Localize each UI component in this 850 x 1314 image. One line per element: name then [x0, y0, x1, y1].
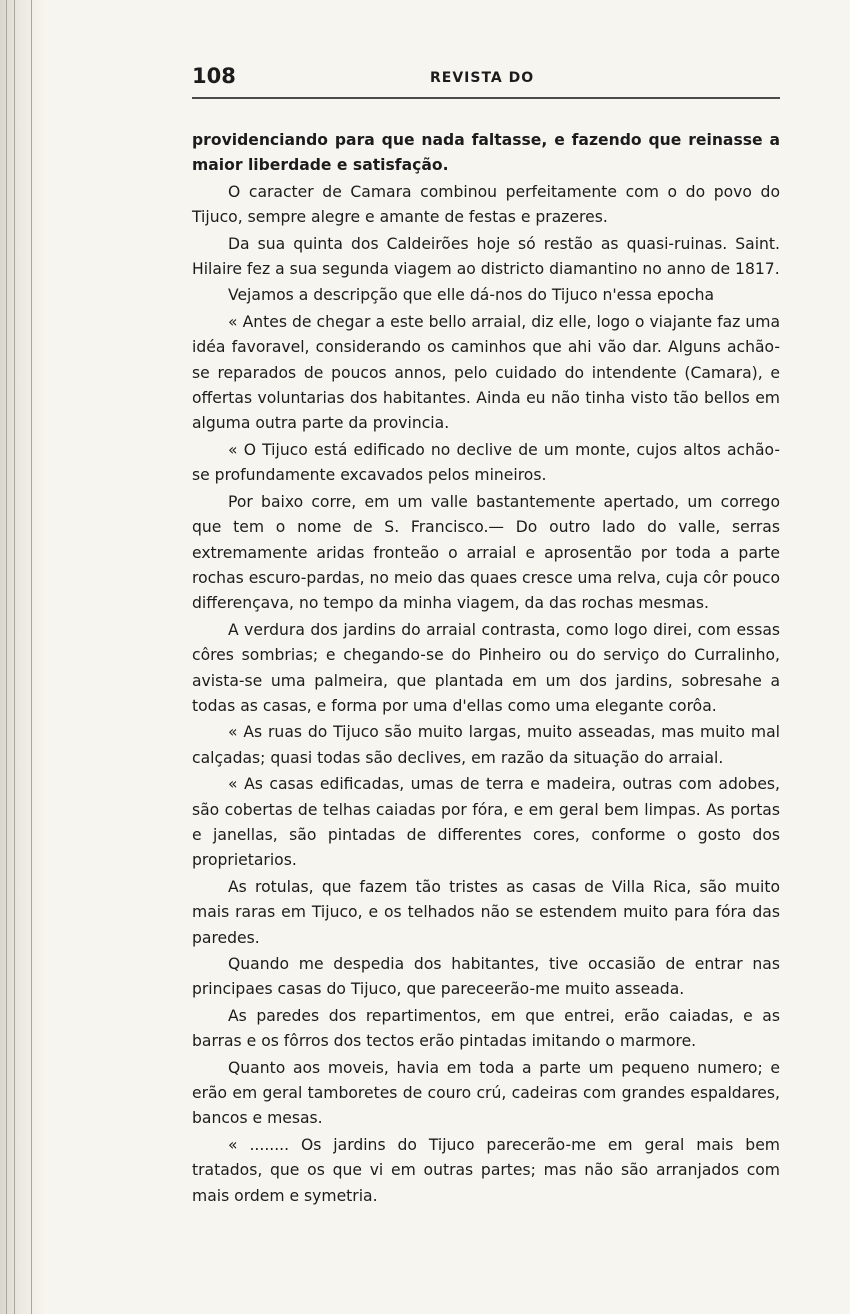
paragraph: As rotulas, que fazem tão tristes as casas de Villa Rica, são muito mais raras em Tijuco, e os telhados não se estendem muito para fóra das paredes. [192, 877, 780, 947]
paragraph: As paredes dos repartimentos, em que entrei, erão caiadas, e as barras e os fôrros dos tectos erão pintadas imitando o marmore. [192, 1006, 780, 1051]
binding-line [31, 0, 32, 1314]
paragraph: providenciando para que nada faltasse, e fazendo que reinasse a maior liberdade e satisfação. [192, 131, 780, 175]
paragraph: Por baixo corre, em um valle bastantemente apertado, um corrego que tem o nome de S. Francisco.— Do outro lado do valle, serras extremamente aridas fronteão o arraial e aprosentão por toda a parte rochas escuro-pardas, no meio das quaes cresce uma relva, cuja côr pouco differençava, no tempo da minha viagem, da das rochas mesmas. [192, 492, 781, 613]
paragraph: « As ruas do Tijuco são muito largas, muito asseadas, mas muito mal calçadas; quasi todas são declives, em razão da situação do arraial. [192, 723, 780, 767]
header-rule [192, 97, 780, 99]
paragraph: « Antes de chegar a este bello arraial, diz elle, logo o viajante faz uma idéa favoravel, considerando os caminhos que ahi vão dar. Alguns achão-se reparados de poucos annos, pelo cuidado do intendente (Camara), e offertas voluntarias dos habitantes. Ainda eu não tinha visto tão bellos em alguma outra parte da provincia. [192, 312, 780, 433]
paragraph: O caracter de Camara combinou perfeitamente com o do povo do Tijuco, sempre alegre e amante de festas e prazeres. [192, 182, 780, 227]
running-title: REVISTA DO [430, 70, 535, 86]
text-body [192, 128, 780, 1210]
paragraph: « O Tijuco está edificado no declive de um monte, cujos altos achão-se profundamente excavados pelos mineiros. [192, 440, 780, 485]
paragraph: « As casas edificadas, umas de terra e madeira, outras com adobes, são cobertas de telhas caiadas por fóra, e em geral bem limpas. As portas e janellas, são pintadas de differentes cores, conforme o gosto dos proprietarios. [192, 775, 780, 870]
paragraph: Quando me despedia dos habitantes, tive occasião de entrar nas principaes casas do Tijuco, que pareceerão-me muito asseada. [192, 955, 780, 999]
paragraph: Da sua quinta dos Caldeirões hoje só restão as quasi-ruinas. Saint. Hilaire fez a sua segunda viagem ao districto diamantino no anno de 1817. [192, 234, 780, 279]
binding-line [6, 0, 7, 1314]
paragraph: A verdura dos jardins do arraial contrasta, como logo direi, com essas côres sombrias; e chegando-se do Pinheiro ou do serviço do Curralinho, avista-se uma palmeira, que plantada em um dos jardins, sobresahe a todas as casas, e forma por uma d'ellas como uma elegante corôa. [192, 620, 780, 715]
page-header [192, 64, 780, 98]
binding-line [14, 0, 15, 1314]
paragraph: Quanto aos moveis, havia em toda a parte um pequeno numero; e erão em geral tamboretes de couro crú, cadeiras com grandes espaldares, bancos e mesas. [192, 1058, 780, 1128]
paragraph: « ........ Os jardins do Tijuco parecerão-me em geral mais bem tratados, que os que vi em outras partes; mas não são arranjados com mais ordem e symetria. [192, 1135, 780, 1205]
book-binding-edge [0, 0, 46, 1314]
page-number: 108 [192, 64, 236, 88]
paragraph: Vejamos a descripção que elle dá-nos do Tijuco n'essa epocha [228, 286, 715, 305]
